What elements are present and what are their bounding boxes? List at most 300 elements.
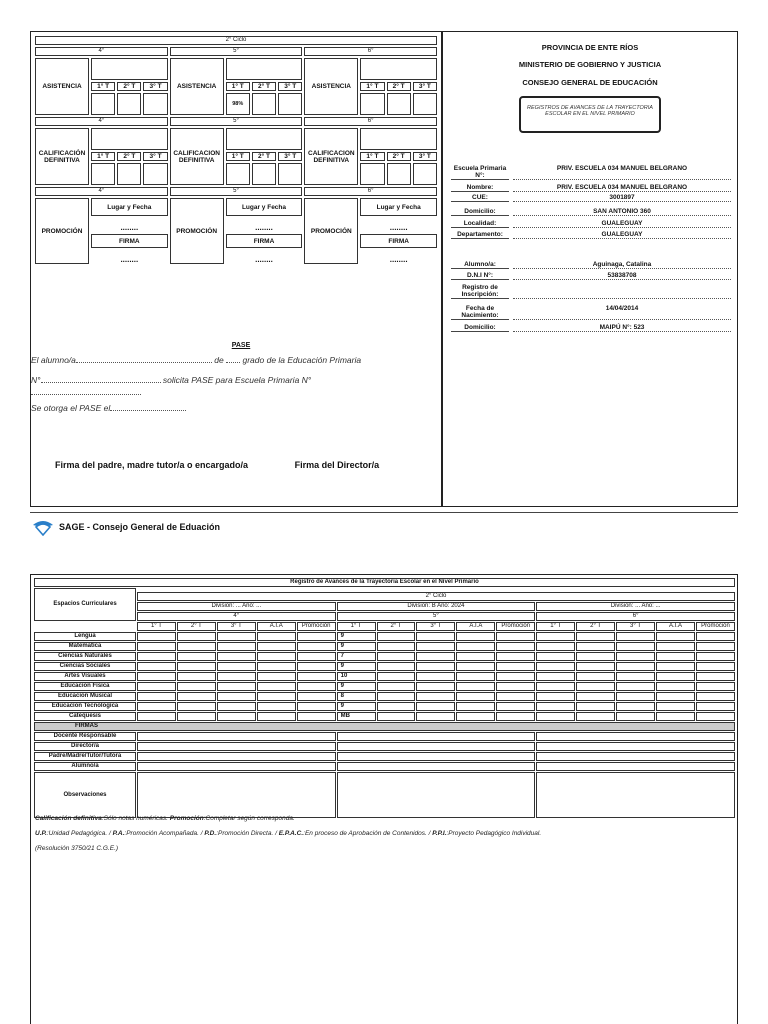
grade-cell[interactable] <box>576 682 615 691</box>
grade-cell[interactable] <box>137 652 176 661</box>
grade-cell[interactable] <box>416 672 455 681</box>
grade-cell[interactable] <box>416 662 455 671</box>
calificacion-cell[interactable] <box>387 163 411 185</box>
table-row <box>34 652 735 661</box>
subject-name: Catequesis <box>34 712 136 721</box>
firma-dots: ........ <box>255 255 273 264</box>
asistencia-cell[interactable] <box>143 93 167 115</box>
calificacion-5-box[interactable] <box>226 128 303 150</box>
grade-cell[interactable] <box>616 682 655 691</box>
grade-cell[interactable] <box>137 632 176 641</box>
signer-label: Alumno/a <box>34 762 136 771</box>
trimestre-3: 3° T <box>143 82 167 91</box>
grade-cell[interactable] <box>416 682 455 691</box>
grade-cell[interactable] <box>496 692 535 701</box>
grade-cell[interactable] <box>696 642 735 651</box>
grade-cell[interactable] <box>257 672 296 681</box>
table-title: Registro de Avances de la Trayectoria Escolar en el Nivel Primario <box>34 578 735 587</box>
registro-key: Registro de Inscripción: <box>451 284 509 299</box>
promocion-dots: ........ <box>120 223 139 232</box>
cue-key: CUE: <box>451 194 509 202</box>
notes <box>35 811 541 856</box>
lugar-fecha-label: Lugar y Fecha <box>226 198 303 216</box>
grade-4-header: 4° <box>35 117 168 126</box>
trajectory-grid <box>33 34 439 266</box>
escuela-row <box>451 165 731 180</box>
grade-cell[interactable] <box>177 662 216 671</box>
grade-cell[interactable] <box>257 632 296 641</box>
domicilio-key: Domicilio: <box>451 324 509 332</box>
grade-cell[interactable] <box>456 682 495 691</box>
espacios-header: Espacios Curriculares <box>34 588 136 621</box>
escuela-key: Escuela Primaria N°: <box>451 165 509 180</box>
grade-cell[interactable] <box>177 712 216 721</box>
pase-line2-b: solicita PASE para Escuela Primaria N° <box>162 375 312 385</box>
signature-cell[interactable] <box>536 762 735 771</box>
grade-cell[interactable] <box>257 642 296 651</box>
lugar-fecha-label: Lugar y Fecha <box>360 198 437 216</box>
asistencia-cell[interactable] <box>387 93 411 115</box>
firma-label: FIRMA <box>360 234 437 248</box>
grade-cell[interactable] <box>297 672 336 681</box>
grade-cell[interactable] <box>616 672 655 681</box>
col-header: 1° T <box>137 622 176 631</box>
grade-cell[interactable] <box>217 702 256 711</box>
grade-cell[interactable] <box>696 672 735 681</box>
asistencia-5-t1-value[interactable]: 98% <box>226 93 250 115</box>
grade-cell[interactable] <box>696 692 735 701</box>
domicilio-alumno-row <box>451 324 731 332</box>
col-header: A.I.A <box>456 622 495 631</box>
trimestre-2: 2° T <box>252 82 276 91</box>
grade-5-t1-cell[interactable]: MB <box>337 712 376 721</box>
signature-cell[interactable] <box>137 742 336 751</box>
table-row <box>34 692 735 701</box>
grade-cell[interactable] <box>377 672 416 681</box>
grade-cell[interactable] <box>416 652 455 661</box>
grade-cell[interactable] <box>576 692 615 701</box>
grade-cell[interactable] <box>656 632 695 641</box>
signature-cell[interactable] <box>536 752 735 761</box>
grade-cell[interactable] <box>496 632 535 641</box>
nacimiento-key: Fecha de Nacimiento: <box>451 305 509 320</box>
trimestre-2: 2° T <box>387 82 411 91</box>
grado-blank[interactable] <box>226 355 240 363</box>
grade-cell[interactable] <box>456 662 495 671</box>
table-row <box>34 672 735 681</box>
grade-6-header: 6° <box>304 187 437 196</box>
asistencia-4-box[interactable] <box>91 58 168 80</box>
note-text: :En proceso de Aprobación de Contenidos. / <box>303 830 433 837</box>
grade-5-header: 5° <box>170 117 303 126</box>
numero-blank[interactable] <box>41 375 161 383</box>
trimestre-2: 2° T <box>117 82 141 91</box>
localidad-value: GUALEGUAY <box>513 220 731 228</box>
subject-name: Ciencias Sociales <box>34 662 136 671</box>
pase-title: PASE <box>231 342 251 349</box>
firma-padre-label: Firma del padre, madre tutor/a o encargado/a <box>55 460 249 470</box>
grade-cell[interactable] <box>456 692 495 701</box>
cycle-header: 2° Ciclo <box>35 36 437 45</box>
grade-cell[interactable] <box>496 662 535 671</box>
grade-cell[interactable] <box>377 682 416 691</box>
grade-cell[interactable] <box>257 652 296 661</box>
separator <box>30 512 738 513</box>
asistencia-cell[interactable] <box>252 93 276 115</box>
trimestre-2: 2° T <box>252 152 276 161</box>
promocion-label: PROMOCIÓN <box>304 198 358 264</box>
trimestre-1: 1° T <box>91 82 115 91</box>
grade-4-header: 4° <box>35 47 168 56</box>
sage-label: SAGE - Consejo General de Eduación <box>59 522 221 532</box>
grade-cell[interactable] <box>696 702 735 711</box>
note-promocion: :Completar según corresponda. <box>203 815 295 822</box>
grade-cell[interactable] <box>656 682 695 691</box>
subject-name: Artes Visuales <box>34 672 136 681</box>
grade-cell[interactable] <box>137 642 176 651</box>
top-right-panel <box>441 32 737 506</box>
grade-cell[interactable] <box>297 702 336 711</box>
grade-cell[interactable] <box>416 632 455 641</box>
signature-cell[interactable] <box>536 732 735 741</box>
grade-cell[interactable] <box>217 672 256 681</box>
grade-cell[interactable] <box>456 712 495 721</box>
grade-cell[interactable] <box>496 642 535 651</box>
subject-name: Educacion Tecnologica <box>34 702 136 711</box>
firma-director-label: Firma del Director/a <box>294 460 380 470</box>
grade-cell[interactable] <box>616 642 655 651</box>
domicilio-escuela-row <box>451 208 731 216</box>
asistencia-5-box[interactable] <box>226 58 303 80</box>
grade-cell[interactable] <box>377 692 416 701</box>
grade-cell[interactable] <box>536 702 575 711</box>
grade-5-t1-cell[interactable]: 9 <box>337 632 376 641</box>
grade-cell[interactable] <box>137 672 176 681</box>
grade-cell[interactable] <box>536 692 575 701</box>
grade-5-t1-cell[interactable]: 9 <box>337 682 376 691</box>
asistencia-cell[interactable] <box>117 93 141 115</box>
promocion-dots: ........ <box>255 223 273 232</box>
grade-cell[interactable] <box>137 662 176 671</box>
subject-name: Ciencias Naturales <box>34 652 136 661</box>
calificacion-4-box[interactable] <box>91 128 168 150</box>
observaciones-6[interactable] <box>536 772 735 818</box>
grade-cell[interactable] <box>217 682 256 691</box>
grade-cell[interactable] <box>297 652 336 661</box>
cue-row <box>451 194 731 202</box>
grade-cell[interactable] <box>377 702 416 711</box>
grade-cell[interactable] <box>536 682 575 691</box>
grade-cell[interactable] <box>297 632 336 641</box>
signature-cell[interactable] <box>337 752 536 761</box>
grade-5-t1-cell[interactable]: 10 <box>337 672 376 681</box>
trimestre-1: 1° T <box>91 152 115 161</box>
col-header: 1° T <box>536 622 575 631</box>
col-header: A.I.A <box>656 622 695 631</box>
grade-cell[interactable] <box>696 662 735 671</box>
grade-cell[interactable] <box>536 672 575 681</box>
grade-cell[interactable] <box>656 672 695 681</box>
grade-cell[interactable] <box>137 712 176 721</box>
fecha-pase-blank[interactable] <box>110 403 186 411</box>
grade-cell[interactable] <box>696 652 735 661</box>
grade-cell[interactable] <box>616 692 655 701</box>
col-header: 2° T <box>177 622 216 631</box>
grade-4-header: 4° <box>35 187 168 196</box>
grade-cell[interactable] <box>416 712 455 721</box>
division-6: Division: ... Año: ... <box>536 602 735 611</box>
grade-cell[interactable] <box>257 712 296 721</box>
asistencia-cell[interactable] <box>278 93 302 115</box>
trimestre-1: 1° T <box>360 82 384 91</box>
dni-key: D.N.I N°: <box>451 272 509 280</box>
grade-cell[interactable] <box>177 672 216 681</box>
note-epac: E.P.A.C. <box>278 830 304 837</box>
calificacion-cell[interactable] <box>360 163 384 185</box>
grade-6-header: 6° <box>304 117 437 126</box>
pase-line1-a: El alumno/a <box>31 355 76 365</box>
subject-name: Matematica <box>34 642 136 651</box>
grade-cell[interactable] <box>137 692 176 701</box>
grade-cell[interactable] <box>177 632 216 641</box>
grade-cell[interactable] <box>297 712 336 721</box>
registro-value <box>513 284 731 299</box>
signature-cell[interactable] <box>337 762 536 771</box>
table-row <box>34 702 735 711</box>
subject-name: Educacion Fisica <box>34 682 136 691</box>
trimestre-3: 3° T <box>278 152 302 161</box>
grade-cell[interactable] <box>217 652 256 661</box>
pase-line3: Se otorga el PASE el <box>31 403 111 413</box>
grade-cell[interactable] <box>456 652 495 661</box>
note-ppi: P.P.I. <box>432 830 447 837</box>
grade-cell[interactable] <box>656 652 695 661</box>
grade-5-t1-cell[interactable]: 8 <box>337 692 376 701</box>
grade-cell[interactable] <box>177 642 216 651</box>
sage-footer <box>32 518 220 536</box>
grade-cell[interactable] <box>656 712 695 721</box>
signer-row <box>34 762 735 771</box>
grade-cell[interactable] <box>576 642 615 651</box>
domicilio-key: Domicilio: <box>451 208 509 216</box>
asistencia-cell[interactable] <box>413 93 437 115</box>
promocion-dots: ........ <box>389 223 408 232</box>
signer-rows <box>34 732 735 771</box>
top-left-panel <box>31 32 441 506</box>
grade-cell[interactable] <box>416 692 455 701</box>
grade-cell[interactable] <box>377 712 416 721</box>
grade-cell[interactable] <box>496 652 535 661</box>
grade-4-header: 4° <box>137 612 336 621</box>
grade-cell[interactable] <box>456 702 495 711</box>
grade-cell[interactable] <box>257 682 296 691</box>
grade-5-header: 5° <box>170 187 303 196</box>
grade-cell[interactable] <box>536 642 575 651</box>
pase-section <box>31 342 441 413</box>
grade-cell[interactable] <box>616 662 655 671</box>
grade-cell[interactable] <box>576 712 615 721</box>
nombre-row <box>451 184 731 192</box>
grade-cell[interactable] <box>616 632 655 641</box>
grade-cell[interactable] <box>576 632 615 641</box>
calificacion-cell[interactable] <box>226 163 250 185</box>
grade-cell[interactable] <box>576 652 615 661</box>
signer-row <box>34 752 735 761</box>
col-header: 1° T <box>337 622 376 631</box>
grade-cell[interactable] <box>297 642 336 651</box>
alumno-blank[interactable] <box>76 355 212 363</box>
signature-cell[interactable] <box>137 762 336 771</box>
grade-cell[interactable] <box>576 662 615 671</box>
consejo-title: CONSEJO GENERAL DE EDUCACIÓN <box>522 78 658 87</box>
localidad-key: Localidad: <box>451 220 509 228</box>
nacimiento-row <box>451 305 731 320</box>
grade-cell[interactable] <box>456 642 495 651</box>
signature-cell[interactable] <box>337 742 536 751</box>
grade-cell[interactable] <box>177 692 216 701</box>
grade-cell[interactable] <box>217 712 256 721</box>
grade-cell[interactable] <box>536 652 575 661</box>
asistencia-cell[interactable] <box>360 93 384 115</box>
note-up: U.P. <box>35 830 47 837</box>
alumno-row <box>451 261 731 269</box>
grade-cell[interactable] <box>496 702 535 711</box>
ministerio-title: MINISTERIO DE GOBIERNO Y JUSTICIA <box>518 60 662 69</box>
grade-cell[interactable] <box>416 702 455 711</box>
calificacion-cell[interactable] <box>252 163 276 185</box>
trimestre-1: 1° T <box>226 82 250 91</box>
col-header: A.I.A <box>257 622 296 631</box>
dni-value: 53838708 <box>513 272 731 280</box>
grade-cell[interactable] <box>297 692 336 701</box>
signer-label: Padre/Madre/Tutor/Tutora <box>34 752 136 761</box>
departamento-value: GUALEGUAY <box>513 231 731 239</box>
calificacion-cell[interactable] <box>117 163 141 185</box>
grade-cell[interactable] <box>416 642 455 651</box>
grade-cell[interactable] <box>177 682 216 691</box>
grade-cell[interactable] <box>656 692 695 701</box>
note-calificacion: :Sólo notas numéricas. <box>101 815 170 822</box>
escuela-value: PRIV. ESCUELA 034 MANUEL BELGRANO <box>513 165 731 180</box>
grade-cell[interactable] <box>696 632 735 641</box>
grade-cell[interactable] <box>257 692 296 701</box>
grade-cell[interactable] <box>616 702 655 711</box>
grade-cell[interactable] <box>536 632 575 641</box>
dni-row <box>451 272 731 280</box>
note-text: :Promoción Directa. / <box>216 830 279 837</box>
signature-cell[interactable] <box>137 752 336 761</box>
grade-cell[interactable] <box>257 702 296 711</box>
grade-cell[interactable] <box>536 662 575 671</box>
alumno-key: Alumno/a: <box>451 261 509 269</box>
trimestre-1: 1° T <box>226 152 250 161</box>
signer-row <box>34 732 735 741</box>
signature-cell[interactable] <box>337 732 536 741</box>
grade-5-t1-cell[interactable]: 9 <box>337 702 376 711</box>
grade-cell[interactable] <box>257 662 296 671</box>
table-row <box>34 642 735 651</box>
grade-cell[interactable] <box>536 712 575 721</box>
grade-cell[interactable] <box>456 632 495 641</box>
pase-line2-a: N° <box>31 375 41 385</box>
calificacion-cell[interactable] <box>413 163 437 185</box>
grade-5-t1-cell[interactable]: 7 <box>337 652 376 661</box>
firma-dots: ........ <box>389 255 408 264</box>
escuela-blank[interactable] <box>31 387 141 395</box>
departamento-key: Departamento: <box>451 231 509 239</box>
grade-cell[interactable] <box>137 702 176 711</box>
note-calificacion-key: Calificación definitiva <box>35 815 102 822</box>
grade-cell[interactable] <box>656 662 695 671</box>
domicilio-value: SAN ANTONIO 360 <box>513 208 731 216</box>
grade-cell[interactable] <box>297 662 336 671</box>
grade-5-header: 5° <box>170 47 303 56</box>
grade-cell[interactable] <box>656 642 695 651</box>
col-header: 2° T <box>576 622 615 631</box>
grade-cell[interactable] <box>616 652 655 661</box>
grade-cell[interactable] <box>496 712 535 721</box>
grade-cell[interactable] <box>696 682 735 691</box>
grade-cell[interactable] <box>576 672 615 681</box>
grade-cell[interactable] <box>656 702 695 711</box>
grade-cell[interactable] <box>217 642 256 651</box>
calificacion-cell[interactable] <box>278 163 302 185</box>
grade-cell[interactable] <box>616 712 655 721</box>
calificacion-6-box[interactable] <box>360 128 437 150</box>
grade-cell[interactable] <box>496 672 535 681</box>
calificacion-cell[interactable] <box>91 163 115 185</box>
grade-cell[interactable] <box>177 702 216 711</box>
calificacion-cell[interactable] <box>143 163 167 185</box>
grade-cell[interactable] <box>137 682 176 691</box>
grade-cell[interactable] <box>377 642 416 651</box>
grade-cell[interactable] <box>217 662 256 671</box>
grade-cell[interactable] <box>377 652 416 661</box>
grade-5-header: 5° <box>337 612 536 621</box>
grade-5-t1-cell[interactable]: 9 <box>337 662 376 671</box>
table-row <box>34 712 735 721</box>
grade-cell[interactable] <box>696 712 735 721</box>
asistencia-6-box[interactable] <box>360 58 437 80</box>
table-row <box>34 662 735 671</box>
asistencia-cell[interactable] <box>91 93 115 115</box>
col-header: 2° T <box>377 622 416 631</box>
col-header: 3° T <box>416 622 455 631</box>
grade-cell[interactable] <box>377 662 416 671</box>
signer-row <box>34 742 735 751</box>
trimestre-3: 3° T <box>413 152 437 161</box>
note-resolucion: (Resolución 3750/21 C.G.E.) <box>35 845 119 852</box>
signature-cell[interactable] <box>536 742 735 751</box>
grade-cell[interactable] <box>217 632 256 641</box>
domicilio-value: MAIPÚ N°: 523 <box>513 324 731 332</box>
grade-cell[interactable] <box>297 682 336 691</box>
grade-cell[interactable] <box>177 652 216 661</box>
grade-cell[interactable] <box>377 632 416 641</box>
firma-label: FIRMA <box>226 234 303 248</box>
grade-6-header: 6° <box>304 47 437 56</box>
grade-cell[interactable] <box>496 682 535 691</box>
asistencia-label: ASISTENCIA <box>170 58 224 115</box>
calificacion-label: CALIFICACION DEFINITIVA <box>304 128 358 185</box>
trimestre-3: 3° T <box>143 152 167 161</box>
grade-cell[interactable] <box>456 672 495 681</box>
grade-cell[interactable] <box>576 702 615 711</box>
promocion-label: PROMOCIÓN <box>35 198 89 264</box>
grade-cell[interactable] <box>217 692 256 701</box>
signature-cell[interactable] <box>137 732 336 741</box>
grade-5-t1-cell[interactable]: 9 <box>337 642 376 651</box>
